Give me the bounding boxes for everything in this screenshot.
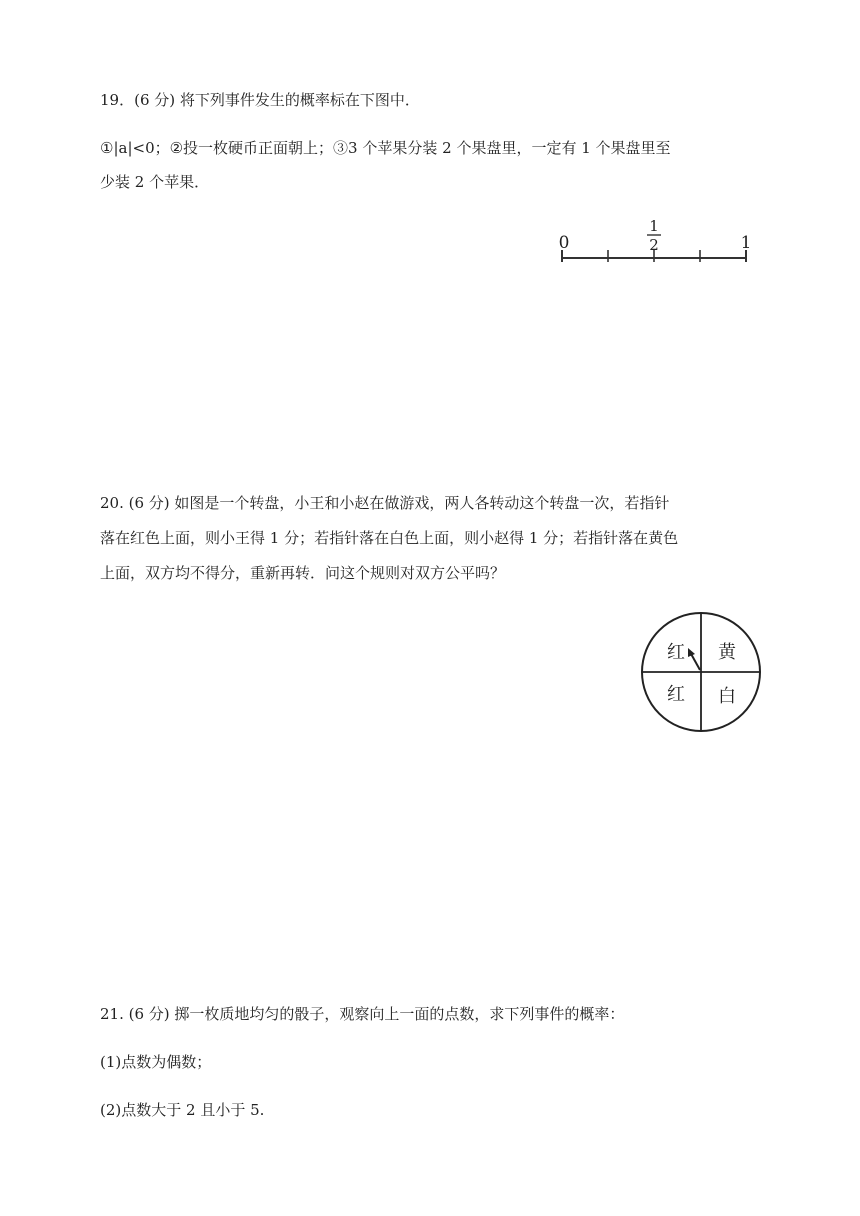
sector-label-top-left: 红 [667, 642, 685, 663]
q20-text-line3: 上面，双方均不得分，重新再转．问这个规则对双方公平吗？ [100, 564, 506, 582]
spinner-diagram [638, 609, 764, 735]
q19-heading: 19．(6 分) 将下列事件发生的概率标在下图中． [100, 91, 420, 109]
q20-text-line1: 20. (6 分) 如图是一个转盘，小王和小赵在做游戏，两人各转动这个转盘一次，若指针 [100, 494, 670, 512]
q20-text-line2: 落在红色上面，则小王得 1 分；若指针落在白色上面，则小赵得 1 分；若指针落在黄色 [100, 529, 679, 547]
q19-text-line2: 少装 2 个苹果． [100, 173, 210, 191]
q21-part1: (1)点数为偶数； [100, 1053, 212, 1071]
q21-part2: (2)点数大于 2 且小于 5. [100, 1101, 265, 1119]
label-0: 0 [558, 233, 570, 253]
sector-label-top-right: 黄 [718, 642, 736, 663]
q21-text-line1: 21. (6 分) 掷一枚质地均匀的骰子，观察向上一面的点数，求下列事件的概率： [100, 1005, 625, 1023]
sector-label-bottom-right: 白 [718, 686, 736, 707]
probability-number-line [550, 212, 760, 268]
label-1: 1 [740, 233, 752, 253]
label-half-numerator: 1 [649, 217, 659, 235]
label-half-denominator: 2 [649, 236, 659, 254]
sector-label-bottom-left: 红 [667, 684, 685, 705]
q19-text-line1: ①|a|<0；②投一枚硬币正面朝上；③3 个苹果分装 2 个果盘里，一定有 1 个果盘里至 [100, 139, 671, 157]
